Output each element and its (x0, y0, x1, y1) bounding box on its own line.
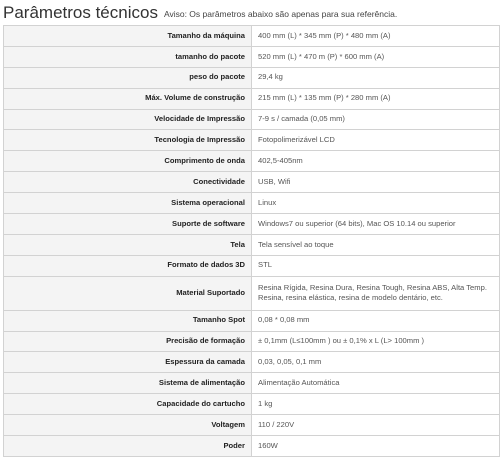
spec-value: 1 kg (252, 394, 500, 415)
spec-label: Material Suportado (4, 276, 252, 310)
page-title: Parâmetros técnicos (3, 3, 158, 22)
spec-label: Conectividade (4, 172, 252, 193)
spec-value: 520 mm (L) * 470 m (P) * 600 mm (A) (252, 46, 500, 67)
spec-label: Tamanho Spot (4, 310, 252, 331)
table-row (4, 436, 500, 457)
spec-label: Velocidade de Impressão (4, 109, 252, 130)
spec-label: Poder (4, 436, 252, 457)
spec-label: Sistema de alimentação (4, 373, 252, 394)
spec-value: 0,08 * 0,08 mm (252, 310, 500, 331)
spec-table (3, 25, 500, 457)
spec-label: Comprimento de onda (4, 151, 252, 172)
spec-value: 402,5-405nm (252, 151, 500, 172)
page-header (3, 0, 397, 22)
table-row (4, 255, 500, 276)
spec-label: Precisão de formação (4, 331, 252, 352)
spec-value: Linux (252, 193, 500, 214)
spec-label: Máx. Volume de construção (4, 88, 252, 109)
spec-value: 215 mm (L) * 135 mm (P) * 280 mm (A) (252, 88, 500, 109)
spec-label: Tela (4, 234, 252, 255)
spec-value: ± 0,1mm (L≤100mm ) ou ± 0,1% x L (L> 100mm ) (252, 331, 500, 352)
spec-label: Suporte de software (4, 214, 252, 235)
spec-value: STL (252, 255, 500, 276)
spec-value: 0,03, 0,05, 0,1 mm (252, 352, 500, 373)
table-row (4, 46, 500, 67)
spec-label: Tamanho da máquina (4, 26, 252, 47)
spec-value: Tela sensível ao toque (252, 234, 500, 255)
spec-value: 160W (252, 436, 500, 457)
spec-value: Resina Rígida, Resina Dura, Resina Tough, Resina ABS, Alta Temp. Resina, resina elástica, resina de modelo dentário, etc. (252, 276, 500, 310)
table-row (4, 67, 500, 88)
reference-notice: Aviso: Os parâmetros abaixo são apenas para sua referência. (163, 9, 398, 19)
table-row (4, 88, 500, 109)
table-row (4, 214, 500, 235)
table-row (4, 276, 500, 310)
spec-value: 29,4 kg (252, 67, 500, 88)
table-row (4, 331, 500, 352)
table-row (4, 373, 500, 394)
table-row (4, 394, 500, 415)
table-row (4, 130, 500, 151)
spec-value: Windows7 ou superior (64 bits), Mac OS 10.14 ou superior (252, 214, 500, 235)
spec-value: Fotopolimerizável LCD (252, 130, 500, 151)
table-row (4, 310, 500, 331)
table-row (4, 193, 500, 214)
table-row (4, 109, 500, 130)
spec-value: 400 mm (L) * 345 mm (P) * 480 mm (A) (252, 26, 500, 47)
spec-label: Tecnologia de Impressão (4, 130, 252, 151)
table-row (4, 151, 500, 172)
spec-label: Capacidade do cartucho (4, 394, 252, 415)
table-row (4, 26, 500, 47)
spec-label: Sistema operacional (4, 193, 252, 214)
spec-value: USB, Wifi (252, 172, 500, 193)
spec-label: peso do pacote (4, 67, 252, 88)
table-row (4, 415, 500, 436)
spec-value: 7-9 s / camada (0,05 mm) (252, 109, 500, 130)
spec-label: Formato de dados 3D (4, 255, 252, 276)
spec-value: 110 / 220V (252, 415, 500, 436)
spec-value: Alimentação Automática (252, 373, 500, 394)
table-row (4, 352, 500, 373)
spec-label: tamanho do pacote (4, 46, 252, 67)
spec-label: Voltagem (4, 415, 252, 436)
spec-label: Espessura da camada (4, 352, 252, 373)
table-row (4, 172, 500, 193)
table-row (4, 234, 500, 255)
